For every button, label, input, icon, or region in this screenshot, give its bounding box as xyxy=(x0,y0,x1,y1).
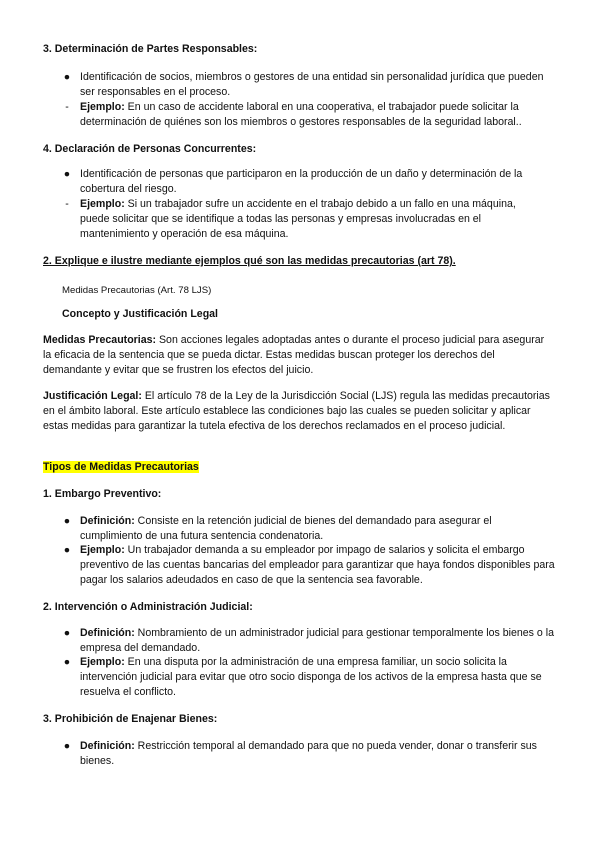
example-text: Si un trabajador sufre un accidente en el trabajo debido a un fallo en una máquina, puede solicitar que se identifique a todas las personas y empresas involucradas en el mantenimiento y operación de esa máquina. xyxy=(80,198,516,240)
bullet-icon: ● xyxy=(63,71,71,83)
example-text: En una disputa por la administración de una empresa familiar, un socio solicita la intervención judicial para evitar que otro socio disponga de los activos de la empresa hasta que se resuelva el conflicto. xyxy=(80,656,542,698)
list-item-text xyxy=(80,514,525,544)
bullet-icon: ● xyxy=(63,168,71,180)
definition-label: Definición: xyxy=(80,627,135,639)
section-heading: 1. Embargo Preventivo: xyxy=(43,488,162,500)
types-heading xyxy=(43,460,199,475)
example-label: Ejemplo: xyxy=(80,544,125,556)
list-item-text xyxy=(80,626,555,656)
list-item-text xyxy=(80,197,540,242)
highlighted-text: Tipos de Medidas Precautorias xyxy=(43,461,199,473)
bullet-icon: ● xyxy=(63,627,71,639)
bullet-icon: ● xyxy=(63,544,71,556)
list-item-text xyxy=(80,543,555,588)
definition-text: Restricción temporal al demandado para que no pueda vender, donar o transferir sus bienes. xyxy=(80,740,537,767)
dash-icon: - xyxy=(65,101,69,113)
definition-label: Definición: xyxy=(80,515,135,527)
dash-icon: - xyxy=(65,198,69,210)
definition-text: Consiste en la retención judicial de bienes del demandado para asegurar el cumplimiento de una futura sentencia condenatoria. xyxy=(80,515,492,542)
bullet-icon: ● xyxy=(63,515,71,527)
definition-text: Nombramiento de un administrador judicial para gestionar temporalmente los bienes o la empresa del demandado. xyxy=(80,627,554,654)
justification-label: Justificación Legal: xyxy=(43,390,142,402)
section-heading: 4. Declaración de Personas Concurrentes: xyxy=(43,143,257,155)
justification-paragraph xyxy=(43,389,553,434)
section-heading: 3. Prohibición de Enajenar Bienes: xyxy=(43,713,218,725)
section-heading: 2. Intervención o Administración Judicial: xyxy=(43,601,253,613)
subheading: Medidas Precautorias (Art. 78 LJS) xyxy=(62,285,212,296)
list-item-text xyxy=(80,655,550,700)
list-item-text xyxy=(80,739,540,769)
example-label: Ejemplo: xyxy=(80,198,125,210)
example-label: Ejemplo: xyxy=(80,101,125,113)
list-item-text: Identificación de socios, miembros o gestores de una entidad sin personalidad jurídica que pueden ser responsables en el proceso. xyxy=(80,71,544,98)
example-text: Un trabajador demanda a su empleador por impago de salarios y solicita el embargo preventivo de las cuentas bancarias del empleador para garantizar que haya fondos disponibles para pagar los salarios adeudados en caso de que la sentencia sea favorable. xyxy=(80,544,555,586)
definition-label: Medidas Precautorias: xyxy=(43,334,157,346)
definition-paragraph xyxy=(43,333,553,378)
definition-label: Definición: xyxy=(80,740,135,752)
concept-heading: Concepto y Justificación Legal xyxy=(62,308,218,320)
justification-text: El artículo 78 de la Ley de la Jurisdicción Social (LJS) regula las medidas precautorias en el ámbito laboral. Este artículo establece las condiciones bajo las cuales se pueden solicitar y aplicar estas medidas para garantizar la tutela efectiva de los derechos reclamados en el proceso judicial. xyxy=(43,390,550,432)
bullet-icon: ● xyxy=(63,656,71,668)
example-text: En un caso de accidente laboral en una cooperativa, el trabajador puede solicitar la determinación de quiénes son los miembros o gestores responsables de la seguridad laboral.. xyxy=(80,101,522,128)
bullet-icon: ● xyxy=(63,740,71,752)
question-heading: 2. Explique e ilustre mediante ejemplos qué son las medidas precautorias (art 78). xyxy=(43,255,456,267)
list-item-text: Identificación de personas que participaron en la producción de un daño y determinación de la cobertura del riesgo. xyxy=(80,168,523,195)
list-item-text xyxy=(80,100,555,130)
example-label: Ejemplo: xyxy=(80,656,125,668)
section-heading: 3. Determinación de Partes Responsables: xyxy=(43,43,258,55)
definition-text: Son acciones legales adoptadas antes o durante el proceso judicial para asegurar la eficacia de la sentencia que se pueda dictar. Estas medidas buscan proteger los derechos del demandante y evitar que se frustren los efectos del juicio. xyxy=(43,334,545,376)
